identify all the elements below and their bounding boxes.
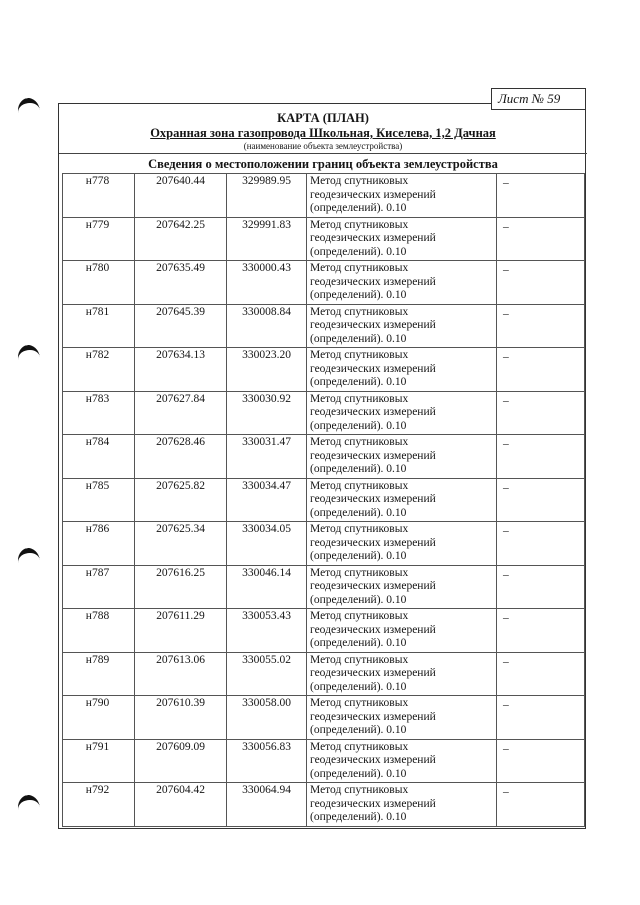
method-text: Метод спутниковых (310, 697, 409, 709)
table-row (63, 652, 585, 696)
point-label: н790 (63, 696, 135, 740)
binder-mark (16, 344, 42, 374)
coord-y: 330031.47 (227, 435, 307, 479)
coord-y: 330034.05 (227, 522, 307, 566)
point-label: н781 (63, 304, 135, 348)
note-cell: – (497, 696, 585, 740)
point-label: н783 (63, 391, 135, 435)
method-text: геодезических измерений (310, 667, 436, 679)
method-cell (307, 565, 497, 609)
note-cell: – (497, 652, 585, 696)
note-cell: – (497, 522, 585, 566)
method-text: (определений). 0.10 (310, 463, 407, 475)
table-row (63, 565, 585, 609)
coord-x: 207609.09 (135, 739, 227, 783)
note-cell: – (497, 609, 585, 653)
coord-y: 330008.84 (227, 304, 307, 348)
table-row (63, 435, 585, 479)
method-text: (определений). 0.10 (310, 593, 407, 606)
coord-x: 207628.46 (135, 435, 227, 479)
map-title: КАРТА (ПЛАН) (277, 111, 369, 125)
method-text: (определений). 0.10 (310, 811, 407, 823)
note-cell: – (497, 435, 585, 479)
coord-x: 207634.13 (135, 348, 227, 392)
coord-x: 207635.49 (135, 261, 227, 305)
binder-mark (16, 97, 42, 127)
method-text: Метод спутниковых (310, 610, 409, 622)
method-text: (определений). 0.10 (310, 767, 407, 780)
method-cell (307, 348, 497, 392)
method-text: (определений). 0.10 (310, 289, 407, 301)
coord-x: 207640.44 (135, 174, 227, 218)
method-text: Метод спутниковых (310, 740, 409, 753)
point-label: н785 (63, 478, 135, 522)
method-cell (307, 261, 497, 305)
method-text: геодезических измерений (310, 710, 436, 723)
point-label: н779 (63, 217, 135, 261)
method-text: Метод спутниковых (310, 175, 409, 187)
coord-x: 207616.25 (135, 565, 227, 609)
method-text: (определений). 0.10 (310, 332, 407, 345)
coord-y: 330000.43 (227, 261, 307, 305)
method-text: геодезических измерений (310, 232, 436, 244)
binder-mark (16, 794, 42, 824)
method-text: (определений). 0.10 (310, 419, 407, 432)
method-text: геодезических измерений (310, 493, 436, 505)
method-cell (307, 217, 497, 261)
note-cell: – (497, 478, 585, 522)
note-cell: – (497, 174, 585, 218)
method-text: Метод спутниковых (310, 653, 409, 666)
method-text: Метод спутниковых (310, 392, 409, 405)
coord-x: 207610.39 (135, 696, 227, 740)
method-text: геодезических измерений (310, 275, 436, 288)
method-text: Метод спутниковых (310, 305, 409, 318)
note-cell: – (497, 565, 585, 609)
point-label: н778 (63, 174, 135, 218)
method-cell (307, 391, 497, 435)
method-text: Метод спутниковых (310, 523, 409, 535)
table-row (63, 478, 585, 522)
coord-x: 207645.39 (135, 304, 227, 348)
coord-x: 207611.29 (135, 609, 227, 653)
method-text: геодезических измерений (310, 754, 436, 766)
coord-y: 330064.94 (227, 783, 307, 827)
method-cell (307, 652, 497, 696)
table-row (63, 609, 585, 653)
sheet-number: Лист № 59 (491, 88, 586, 110)
table-row (63, 696, 585, 740)
object-name: Охранная зона газопровода Школьная, Киселева, 1,2 Дачная (150, 126, 496, 140)
method-text: Метод спутниковых (310, 479, 409, 492)
coord-y: 329991.83 (227, 217, 307, 261)
coord-y: 330056.83 (227, 739, 307, 783)
method-cell (307, 304, 497, 348)
method-text: (определений). 0.10 (310, 376, 407, 388)
coord-x: 207613.06 (135, 652, 227, 696)
table-row (63, 174, 585, 218)
document-frame (58, 103, 586, 829)
coordinates-table (62, 173, 585, 827)
method-text: геодезических измерений (310, 406, 436, 418)
table-row (63, 522, 585, 566)
method-text: геодезических измерений (310, 580, 436, 592)
method-cell (307, 696, 497, 740)
coord-x: 207642.25 (135, 217, 227, 261)
note-cell: – (497, 217, 585, 261)
point-label: н784 (63, 435, 135, 479)
point-label: н791 (63, 739, 135, 783)
method-text: геодезических измерений (310, 188, 436, 201)
method-text: геодезических измерений (310, 362, 436, 375)
point-label: н788 (63, 609, 135, 653)
table-row (63, 783, 585, 827)
point-label: н782 (63, 348, 135, 392)
method-text: Метод спутниковых (310, 262, 409, 274)
table-row (63, 304, 585, 348)
divider (59, 153, 587, 154)
coord-y: 330046.14 (227, 565, 307, 609)
coord-y: 330055.02 (227, 652, 307, 696)
method-text: геодезических измерений (310, 449, 436, 462)
method-text: (определений). 0.10 (310, 202, 407, 214)
method-cell (307, 478, 497, 522)
table-row (63, 217, 585, 261)
method-text: геодезических измерений (310, 319, 436, 331)
note-cell: – (497, 261, 585, 305)
table-row (63, 391, 585, 435)
coord-x: 207604.42 (135, 783, 227, 827)
point-label: н787 (63, 565, 135, 609)
method-text: (определений). 0.10 (310, 550, 407, 562)
note-cell: – (497, 391, 585, 435)
note-cell: – (497, 304, 585, 348)
method-text: Метод спутниковых (310, 218, 409, 231)
method-text: (определений). 0.10 (310, 724, 407, 736)
method-cell (307, 783, 497, 827)
point-label: н789 (63, 652, 135, 696)
table-row (63, 261, 585, 305)
method-text: (определений). 0.10 (310, 245, 407, 258)
coord-x: 207625.82 (135, 478, 227, 522)
method-cell (307, 435, 497, 479)
point-label: н780 (63, 261, 135, 305)
method-text: геодезических измерений (310, 797, 436, 810)
note-cell: – (497, 739, 585, 783)
method-text: (определений). 0.10 (310, 506, 407, 519)
note-cell: – (497, 348, 585, 392)
method-cell (307, 174, 497, 218)
method-text: Метод спутниковых (310, 566, 409, 579)
method-text: геодезических измерений (310, 536, 436, 549)
object-caption: (наименование объекта землеустройства) (243, 141, 403, 151)
method-text: (определений). 0.10 (310, 637, 407, 649)
method-text: Метод спутниковых (310, 784, 409, 796)
point-label: н792 (63, 783, 135, 827)
method-cell (307, 609, 497, 653)
coord-y: 330034.47 (227, 478, 307, 522)
note-cell: – (497, 783, 585, 827)
coord-y: 330053.43 (227, 609, 307, 653)
method-text: геодезических измерений (310, 623, 436, 636)
table-row (63, 348, 585, 392)
point-label: н786 (63, 522, 135, 566)
method-text: Метод спутниковых (310, 436, 409, 448)
table-row (63, 739, 585, 783)
coord-y: 330030.92 (227, 391, 307, 435)
coord-x: 207627.84 (135, 391, 227, 435)
coord-x: 207625.34 (135, 522, 227, 566)
section-title: Сведения о местоположении границ объекта землеустройства (148, 157, 498, 171)
method-text: Метод спутниковых (310, 349, 409, 361)
coord-y: 329989.95 (227, 174, 307, 218)
method-text: (определений). 0.10 (310, 680, 407, 693)
method-cell (307, 739, 497, 783)
binder-mark (16, 547, 42, 577)
method-cell (307, 522, 497, 566)
coord-y: 330023.20 (227, 348, 307, 392)
coord-y: 330058.00 (227, 696, 307, 740)
